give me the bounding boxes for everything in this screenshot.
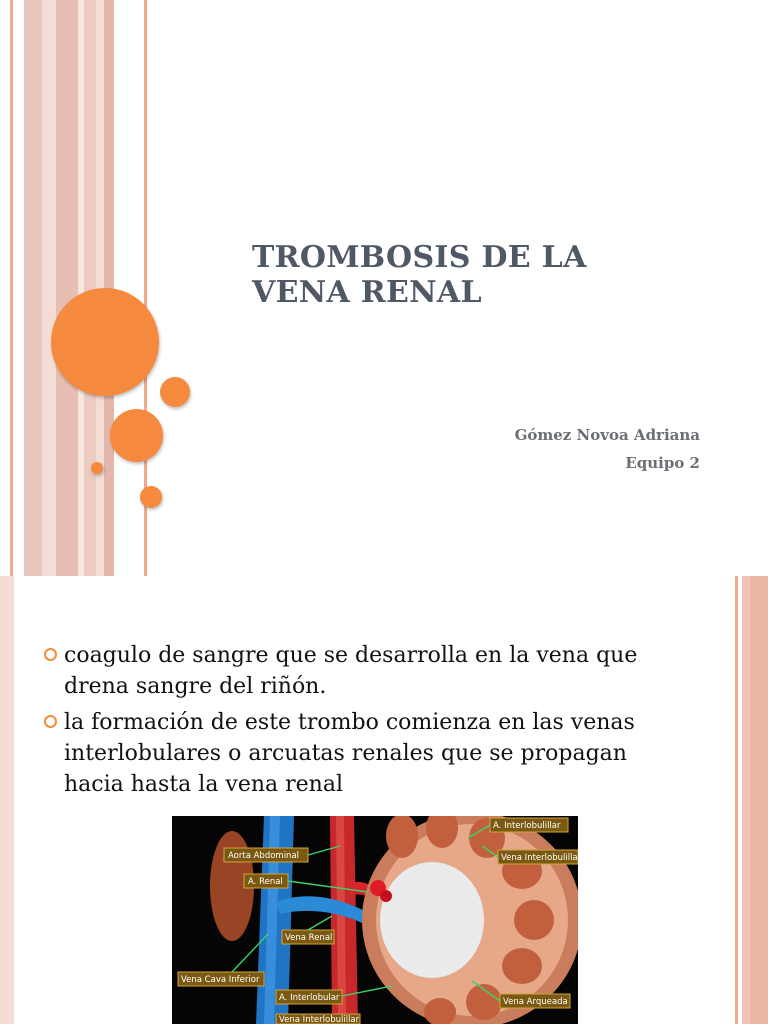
slide-title (252, 240, 692, 310)
small-circle-decoration-2 (140, 486, 162, 508)
bullet-list (42, 640, 692, 805)
large-circle-decoration (51, 288, 159, 396)
svg-text:Vena Cava Inferior: Vena Cava Inferior (181, 975, 260, 985)
svg-text:Vena Arqueada: Vena Arqueada (503, 997, 568, 1007)
label-vena-interlobulillar-bottom (276, 1014, 360, 1024)
svg-text:Vena Renal: Vena Renal (285, 933, 333, 943)
label-a-interlobular (276, 990, 342, 1004)
small-circle-decoration (160, 377, 190, 407)
bullet-line: la formación de este trombo comienza en las venas (64, 710, 635, 735)
label-vena-interlobulilla (498, 850, 578, 864)
bullet-ring-icon (44, 648, 57, 661)
bullet-ring-icon (44, 715, 57, 728)
label-vena-arqueada (500, 994, 570, 1008)
bullet-line: hacia hasta la vena renal (64, 772, 344, 797)
author-name: Gómez Novoa Adriana (514, 426, 700, 444)
svg-text:A. Renal: A. Renal (248, 877, 283, 887)
svg-text:A. Interlobulillar: A. Interlobulillar (493, 821, 561, 831)
label-a-interlobulillar (490, 818, 568, 832)
bullet-line: interlobulares o arcuatas renales que se propagan (64, 741, 627, 766)
bullet-item (42, 707, 692, 800)
label-a-renal (244, 874, 288, 888)
svg-text:Aorta Abdominal: Aorta Abdominal (228, 851, 300, 861)
tiny-circle-decoration (91, 462, 103, 474)
medium-circle-decoration (110, 409, 163, 462)
team-label: Equipo 2 (625, 454, 700, 472)
kidney-anatomy-diagram (172, 816, 578, 1024)
svg-text:Vena Interlobulillar: Vena Interlobulillar (279, 1015, 360, 1024)
label-vena-renal (282, 930, 334, 944)
title-line-2: VENA RENAL (252, 275, 482, 310)
left-accent-bar (0, 576, 14, 1024)
label-vena-cava (178, 972, 264, 986)
svg-text:Vena Interlobulilla: Vena Interlobulilla (501, 853, 578, 863)
title-line-1: TROMBOSIS DE LA (252, 240, 587, 275)
bullet-line: coagulo de sangre que se desarrolla en la vena que (64, 643, 638, 668)
svg-text:A. Interlobular: A. Interlobular (279, 993, 340, 1003)
content-slide (0, 576, 768, 1024)
bullet-line: drena sangre del riñón. (64, 674, 327, 699)
bullet-item (42, 640, 692, 702)
label-aorta (224, 848, 308, 862)
